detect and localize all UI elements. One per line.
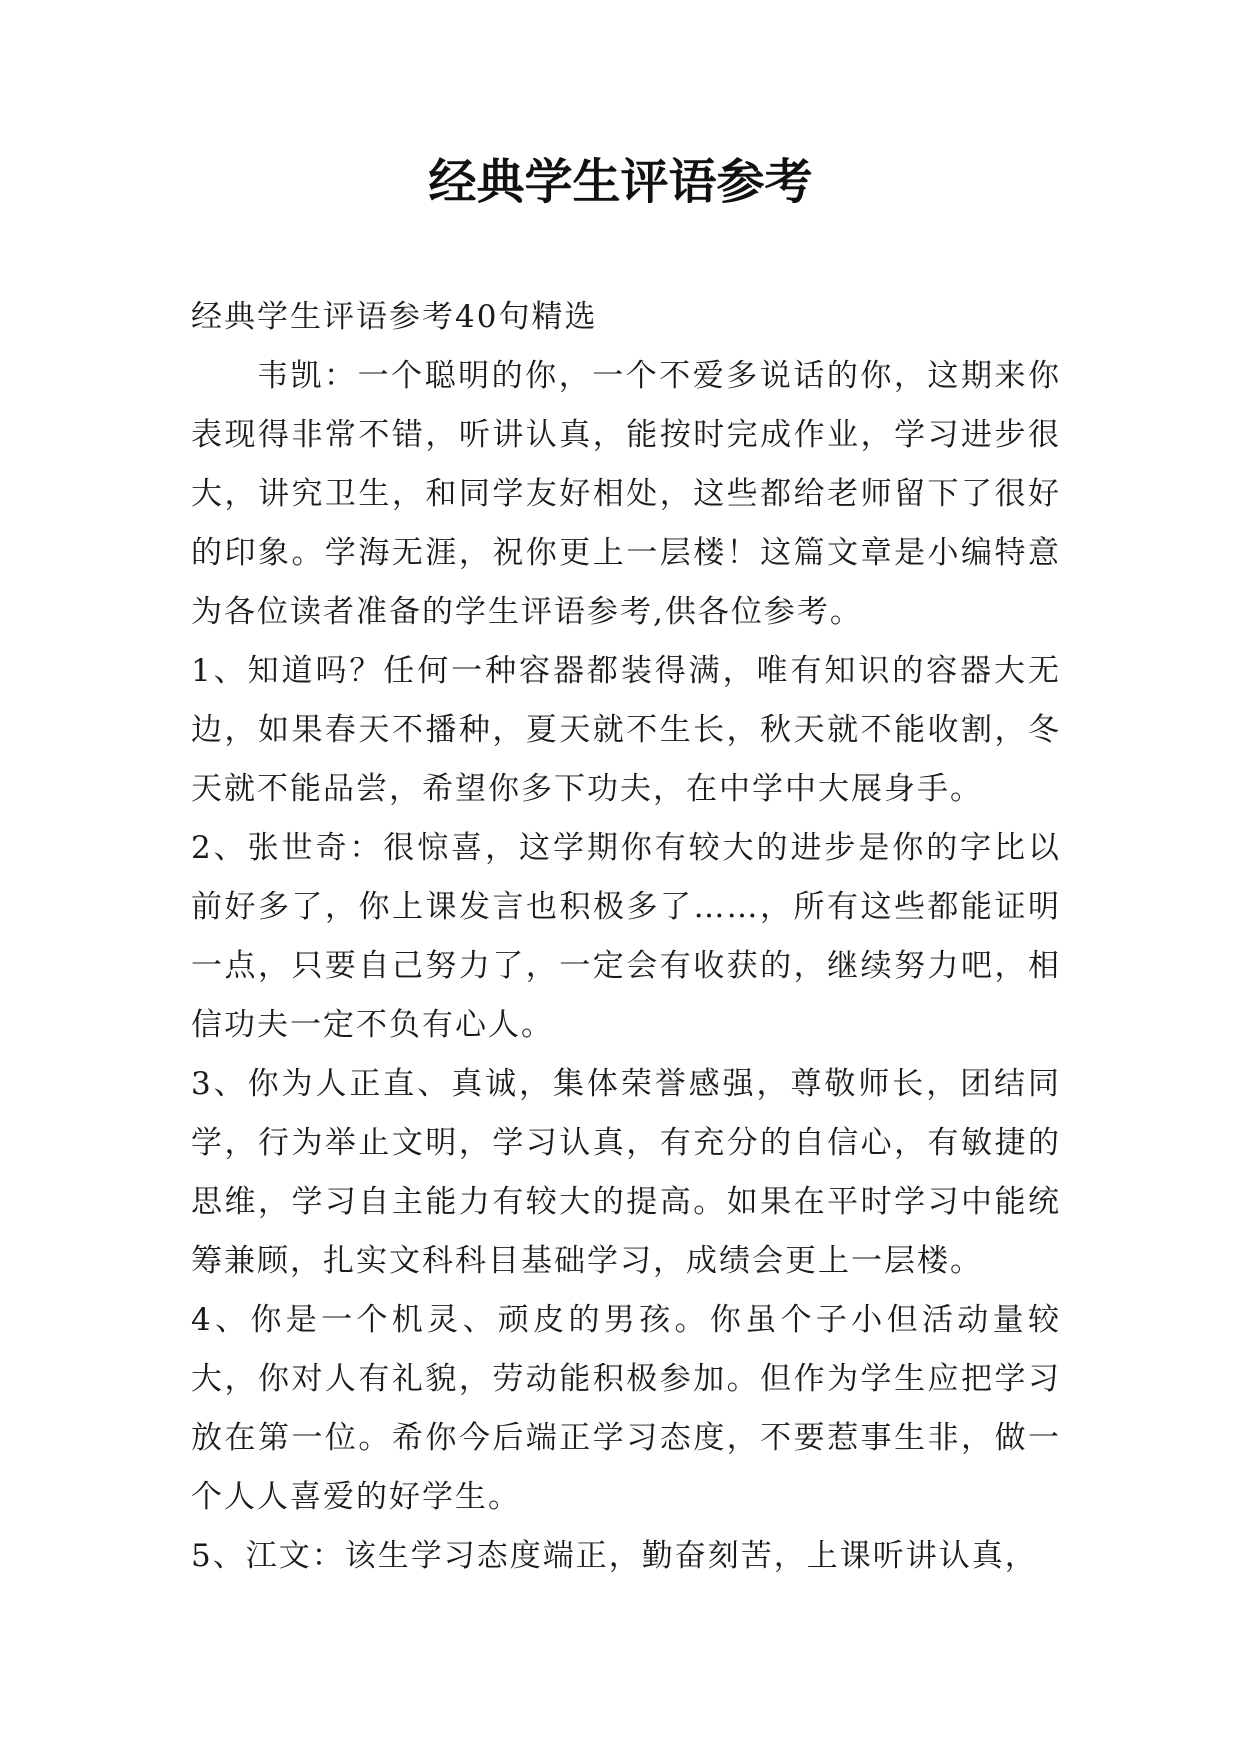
comment-item-4: 4、你是一个机灵、顽皮的男孩。你虽个子小但活动量较大，你对人有礼貌，劳动能积极参加。但作为学生应把学习放在第一位。希你今后端正学习态度，不要惹事生非，做一个人人喜爱的好学生。 bbox=[191, 1302, 1061, 1515]
document-subtitle: 经典学生评语参考40句精选 bbox=[191, 299, 598, 335]
document-title: 经典学生评语参考 bbox=[428, 154, 813, 210]
intro-paragraph: 韦凯：一个聪明的你，一个不爱多说话的你，这期来你表现得非常不错，听讲认真，能按时完成作业，学习进步很大，讲究卫生，和同学友好相处，这些都给老师留下了很好的印象。学海无涯，祝你更上一层楼！这篇文章是小编特意为各位读者准备的学生评语参考,供各位参考。 bbox=[191, 358, 1061, 630]
comment-item-2: 2、张世奇：很惊喜，这学期你有较大的进步是你的字比以前好多了，你上课发言也积极多了……，所有这些都能证明一点，只要自己努力了，一定会有收获的，继续努力吧，相信功夫一定不负有心人。 bbox=[191, 830, 1061, 1043]
comment-item-5: 5、江文：该生学习态度端正，勤奋刻苦，上课听讲认真， bbox=[191, 1538, 1038, 1574]
comment-item-3: 3、你为人正直、真诚，集体荣誉感强，尊敬师长，团结同学，行为举止文明，学习认真，有充分的自信心，有敏捷的思维，学习自主能力有较大的提高。如果在平时学习中能统筹兼顾，扎实文科科目基础学习，成绩会更上一层楼。 bbox=[191, 1066, 1061, 1279]
document-body bbox=[191, 288, 1061, 1586]
comment-item-1: 1、知道吗？任何一种容器都装得满，唯有知识的容器大无边，如果春天不播种，夏天就不生长，秋天就不能收割，冬天就不能品尝，希望你多下功夫，在中学中大展身手。 bbox=[191, 653, 1061, 807]
